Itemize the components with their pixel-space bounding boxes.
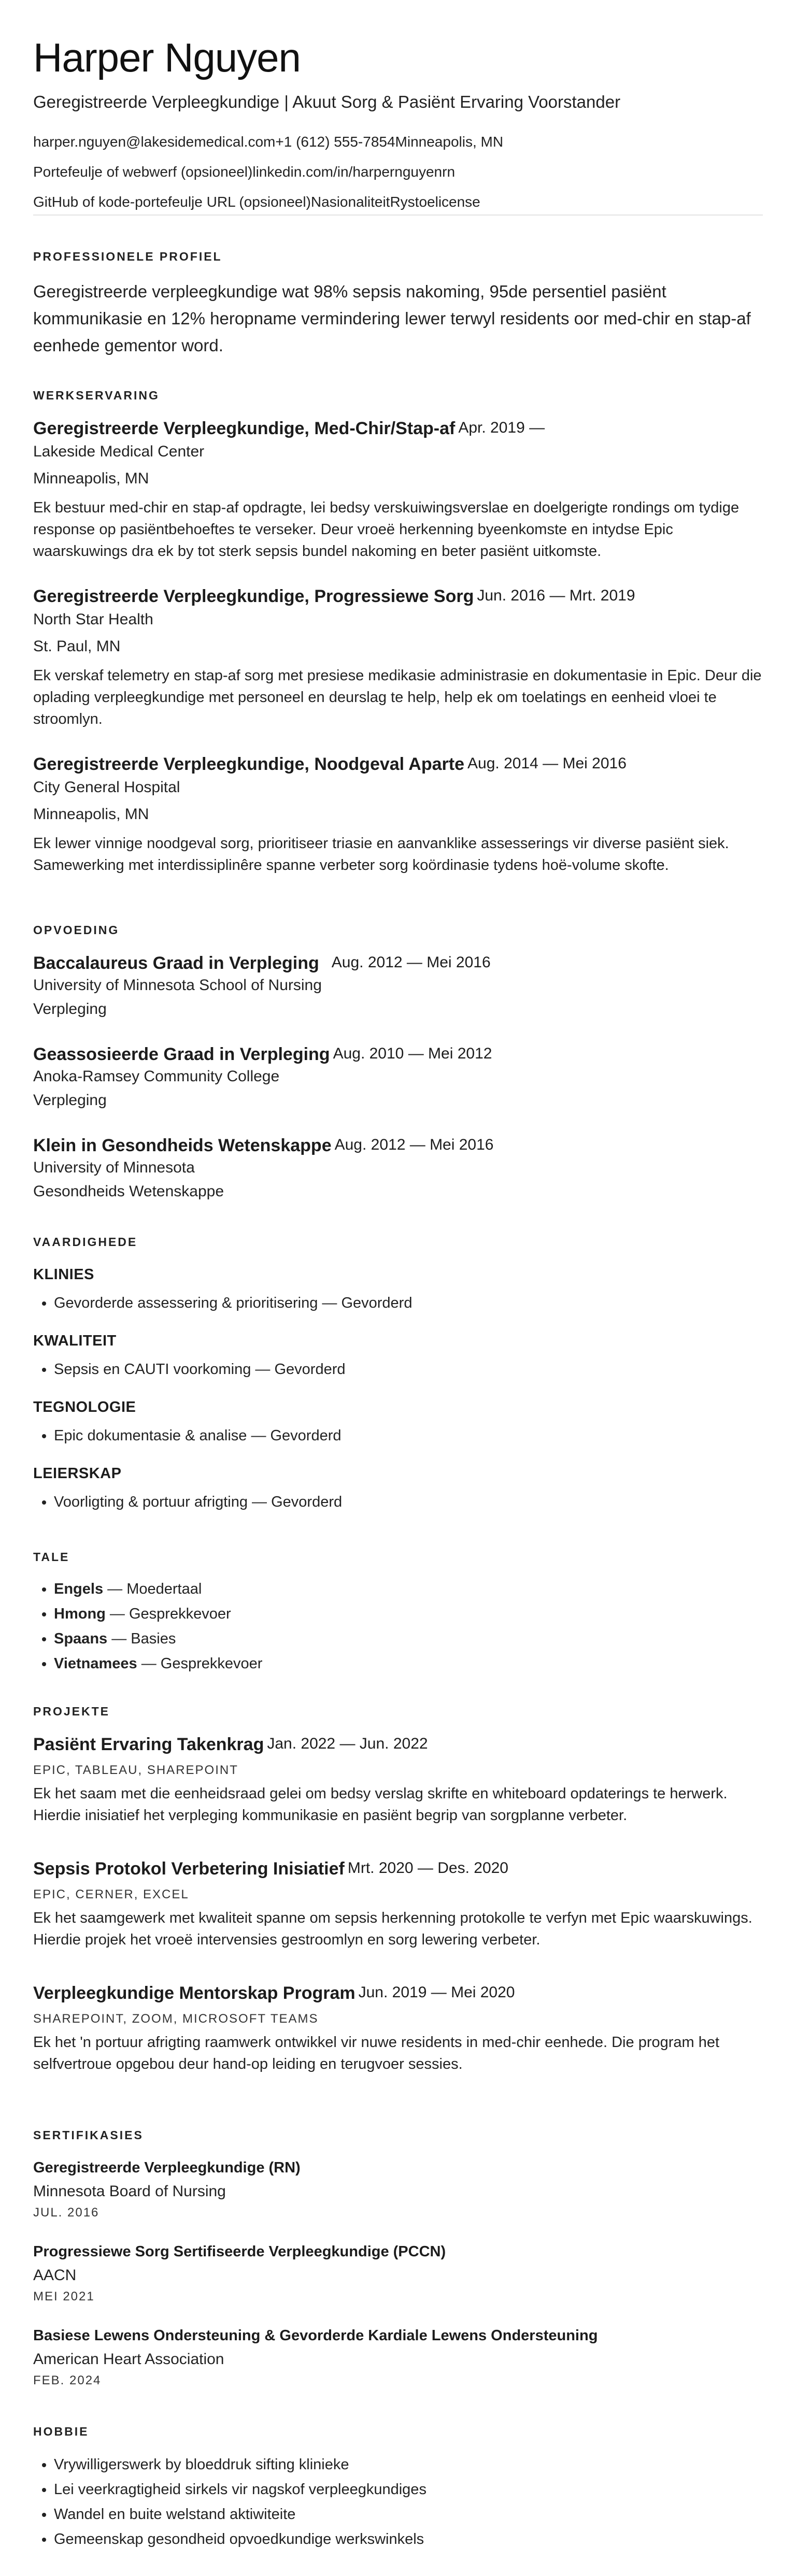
language-level: — Moedertaal	[103, 1581, 202, 1597]
degree: Klein in Gesondheids Wetenskappe	[33, 1136, 332, 1155]
skill-item: • Gevorderde assessering & prioritisering — Gevorderd	[54, 1295, 763, 1312]
experience-section	[33, 389, 763, 403]
job-location: St. Paul, MN	[33, 638, 121, 655]
degree: Baccalaureus Graad in Verpleging	[33, 953, 319, 973]
section-title: WERKSERVARING	[33, 389, 160, 402]
school: University of Minnesota	[33, 1159, 195, 1176]
education-header	[33, 953, 763, 974]
section-title: PROJEKTE	[33, 1705, 110, 1718]
project-tech: SHAREPOINT, ZOOM, MICROSOFT TEAMS	[33, 2012, 319, 2026]
language-level: — Gesprekkevoer	[137, 1655, 263, 1672]
section-title: VAARDIGHEDE	[33, 1235, 138, 1249]
language-level: — Gesprekkevoer	[105, 1606, 231, 1622]
hobby-item: • Lei veerkragtigheid sirkels vir nagskof verpleegkundiges	[54, 2477, 763, 2502]
skill-item: • Sepsis en CAUTI voorkoming — Gevorderd	[54, 1361, 763, 1378]
summary-text: Geregistreerde verpleegkundige wat 98% sepsis nakoming, 95de persentiel pasiënt kommunikasie en 12% heropname vermindering lewer terwyl residents oor med-chir en stap-af eenhede gementor word.	[33, 282, 751, 355]
certification-item	[33, 2243, 763, 2304]
education-dates: Aug. 2012 — Mei 2016	[331, 954, 491, 971]
education-item	[33, 1044, 763, 1109]
skill-category: LEIERSKAP	[33, 1465, 122, 1482]
certification-date: JUL. 2016	[33, 2206, 100, 2220]
project-description: Ek het saamgewerk met kwaliteit spanne om sepsis herkenning protokolle te verfyn met Epic waarskuwings. Hierdie projek het vroeë intervensies gestroomlyn en sorg lewering verbeter.	[33, 1910, 752, 1948]
project-dates: Jan. 2022 — Jun. 2022	[267, 1735, 428, 1752]
project-header	[33, 1735, 763, 1755]
education-item	[33, 1136, 763, 1200]
headline: Geregistreerde Verpleegkundige | Akuut Sorg & Pasiënt Ervaring Voorstander	[33, 92, 621, 111]
section-title: SERTIFIKASIES	[33, 2128, 144, 2142]
job-location: Minneapolis, MN	[33, 806, 149, 823]
contact-email[interactable]: harper.nguyen@lakesidemedical.com	[33, 134, 276, 150]
certification-date: MEI 2021	[33, 2289, 95, 2303]
hobbies-section	[33, 2425, 763, 2552]
contact-license: Rystoelicense	[390, 194, 480, 210]
language-name: Hmong	[54, 1606, 106, 1622]
project-name: Sepsis Protokol Verbetering Inisiatief	[33, 1859, 345, 1879]
job-dates: Apr. 2019 —	[458, 419, 545, 436]
job-location: Minneapolis, MN	[33, 470, 149, 487]
project-item	[33, 1983, 763, 2075]
section-title: TALE	[33, 1550, 70, 1564]
certification-name: Basiese Lewens Ondersteuning & Gevorderde Kardiale Lewens Ondersteuning	[33, 2327, 598, 2344]
skill-group	[33, 1399, 763, 1444]
language-item	[54, 1626, 763, 1651]
section-title: HOBBIE	[33, 2425, 89, 2438]
education-dates: Aug. 2012 — Mei 2016	[334, 1136, 494, 1153]
skill-category: TEGNOLOGIE	[33, 1399, 136, 1415]
summary-section	[33, 250, 763, 359]
skills-section	[33, 1235, 763, 1249]
section-title: OPVOEDING	[33, 923, 120, 937]
project-dates: Mrt. 2020 — Des. 2020	[347, 1859, 508, 1877]
education-dates: Aug. 2010 — Mei 2012	[333, 1045, 492, 1062]
field-of-study: Gesondheids Wetenskappe	[33, 1183, 224, 1200]
project-dates: Jun. 2019 — Mei 2020	[358, 1984, 515, 2001]
project-tech: EPIC, CERNER, EXCEL	[33, 1887, 189, 1901]
projects-section	[33, 1705, 763, 1719]
language-list	[33, 1577, 763, 1676]
language-name: Engels	[54, 1581, 104, 1597]
certification-date: FEB. 2024	[33, 2373, 102, 2387]
hobby-item: • Wandel en buite welstand aktiwiteite	[54, 2502, 763, 2527]
language-item	[54, 1577, 763, 1601]
employer: Lakeside Medical Center	[33, 443, 205, 460]
certification-name: Geregistreerde Verpleegkundige (RN)	[33, 2159, 301, 2176]
employer: North Star Health	[33, 611, 153, 628]
skill-group	[33, 1333, 763, 1378]
skill-item: • Epic dokumentasie & analise — Gevorderd	[54, 1427, 763, 1444]
contact-phone[interactable]: +1 (612) 555-7854	[275, 134, 395, 150]
certifications-section	[33, 2128, 763, 2142]
language-level: — Basies	[107, 1630, 176, 1647]
certification-issuer: AACN	[33, 2267, 77, 2284]
skill-group	[33, 1266, 763, 1312]
job-title: Geregistreerde Verpleegkundige, Noodgeval Aparte	[33, 754, 465, 774]
language-name: Spaans	[54, 1630, 108, 1647]
certification-item	[33, 2159, 763, 2220]
language-item	[54, 1601, 763, 1626]
education-header	[33, 1044, 763, 1065]
project-name: Verpleegkundige Mentorskap Program	[33, 1983, 356, 2003]
skill-category: KLINIES	[33, 1266, 94, 1283]
hobby-item: • Vrywilligerswerk by bloeddruk sifting klinieke	[54, 2452, 763, 2477]
hobby-item: • Gemeenskap gesondheid opvoedkundige werkswinkels	[54, 2527, 763, 2552]
contact-github[interactable]: GitHub of kode-portefeulje URL (opsioneel)	[33, 194, 311, 210]
certification-issuer: Minnesota Board of Nursing	[33, 2183, 226, 2200]
project-name: Pasiënt Ervaring Takenkrag	[33, 1735, 264, 1754]
experience-header	[33, 586, 763, 607]
candidate-name: Harper Nguyen	[33, 35, 301, 80]
certification-name: Progressiewe Sorg Sertifiseerde Verpleegkundige (PCCN)	[33, 2243, 446, 2260]
certification-item	[33, 2327, 763, 2388]
contact-portfolio[interactable]: Portefeulje of webwerf (opsioneel)	[33, 164, 253, 180]
language-name: Vietnamees	[54, 1655, 137, 1672]
experience-header	[33, 419, 763, 439]
contact-linkedin[interactable]: linkedin.com/in/harpernguyenrn	[252, 164, 456, 180]
project-header	[33, 1859, 763, 1879]
job-description: Ek bestuur med-chir en stap-af opdragte, lei bedsy verskuiwingsverslae en doelgerigte rondings om tydige response op pasiëntbehoeftes te verseker. Deur vroeë herkenning byeenkomste en intydse Epic waarskuwings dra ek by tot sterk sepsis bundel nakoming en beter pasiënt uitkomste.	[33, 499, 740, 560]
header-divider	[33, 214, 763, 216]
job-description: Ek lewer vinnige noodgeval sorg, prioritiseer triasie en aanvanklike assesserings vir diverse pasiënt siek. Samewerking met interdissiplinêre spanne verbeter sorg koördinasie tydens hoë-volume skofte.	[33, 835, 729, 874]
education-header	[33, 1136, 763, 1156]
job-description: Ek verskaf telemetry en stap-af sorg met presiese medikasie administrasie en dokumentasie in Epic. Deur die oplading verpleegkundige met personeel en deurslag te help, help ek om toelatings en eenheid vloei te stroomlyn.	[33, 667, 762, 727]
contact-row-1	[33, 134, 503, 150]
contact-row-3	[33, 194, 480, 210]
section-title: PROFESSIONELE PROFIEL	[33, 250, 222, 263]
contact-location: Minneapolis, MN	[395, 134, 504, 150]
experience-item	[33, 419, 763, 562]
language-item	[54, 1651, 763, 1676]
experience-header	[33, 754, 763, 775]
job-title: Geregistreerde Verpleegkundige, Med-Chir/Stap-af	[33, 419, 456, 438]
project-item	[33, 1859, 763, 1951]
experience-item	[33, 586, 763, 730]
school: University of Minnesota School of Nursing	[33, 977, 322, 994]
skill-group	[33, 1465, 763, 1511]
field-of-study: Verpleging	[33, 1000, 107, 1018]
experience-item	[33, 754, 763, 876]
project-tech: EPIC, TABLEAU, SHAREPOINT	[33, 1763, 238, 1777]
project-description: Ek het 'n portuur afrigting raamwerk ontwikkel vir nuwe residents in med-chir eenhede. Die program het selfvertroue opgebou deur hand-op leiding en terugvoer sessies.	[33, 2034, 720, 2072]
school: Anoka-Ramsey Community College	[33, 1068, 280, 1085]
field-of-study: Verpleging	[33, 1092, 107, 1109]
project-item	[33, 1735, 763, 1826]
job-dates: Aug. 2014 — Mei 2016	[467, 755, 627, 772]
job-dates: Jun. 2016 — Mrt. 2019	[477, 587, 635, 604]
project-description: Ek het saam met die eenheidsraad gelei om bedsy verslag skrifte en whiteboard opdaterings te herwerk. Hierdie inisiatief het verpleging kommunikasie en pasiënt begrip van sorgplanne verbeter.	[33, 1785, 728, 1824]
job-title: Geregistreerde Verpleegkundige, Progressiewe Sorg	[33, 586, 474, 606]
skill-category: KWALITEIT	[33, 1333, 117, 1349]
degree: Geassosieerde Graad in Verpleging	[33, 1044, 330, 1064]
education-section	[33, 923, 763, 937]
languages-section	[33, 1550, 763, 1676]
certification-issuer: American Heart Association	[33, 2351, 224, 2368]
contact-row-2	[33, 164, 455, 180]
contact-nationality: Nasionaliteit	[310, 194, 390, 210]
hobby-list	[33, 2452, 763, 2552]
employer: City General Hospital	[33, 779, 180, 796]
project-header	[33, 1983, 763, 2003]
education-item	[33, 953, 763, 1018]
skill-item: • Voorligting & portuur afrigting — Gevorderd	[54, 1494, 763, 1511]
